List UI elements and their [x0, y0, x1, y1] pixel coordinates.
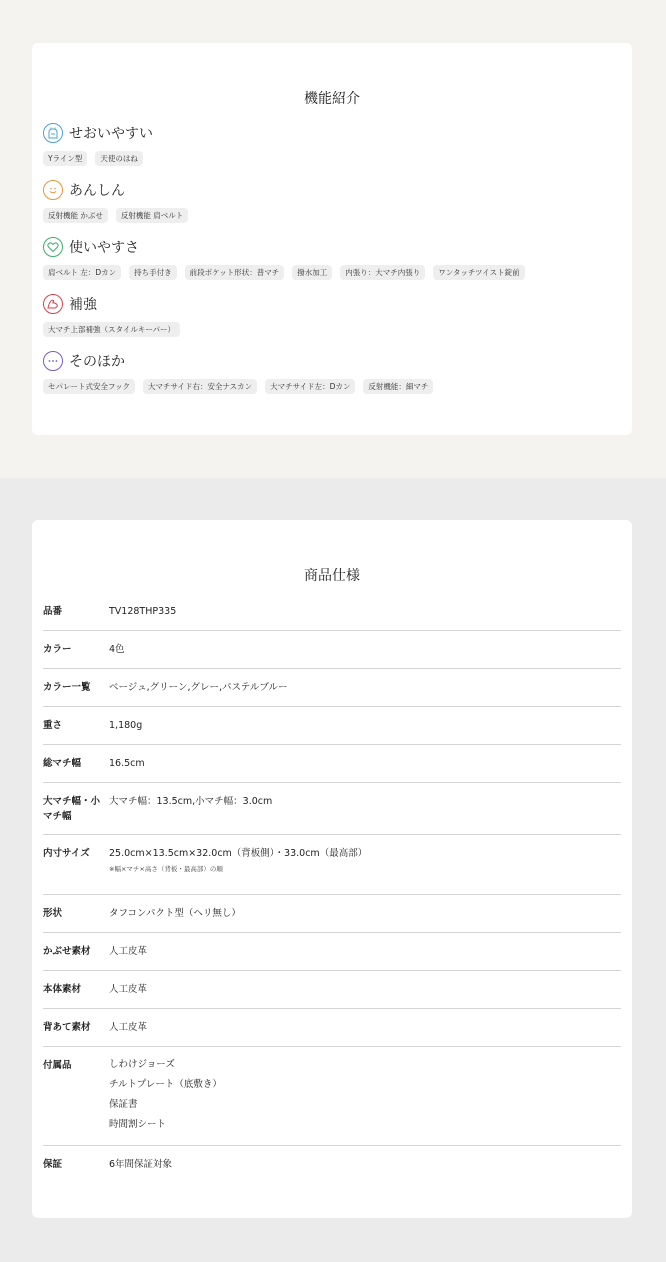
spec-row — [43, 604, 621, 631]
backpack-icon — [43, 123, 63, 143]
feature-sonohoka — [43, 350, 433, 394]
spec-value: 1,180g — [109, 720, 143, 731]
spec-value: タフコンパクト型（ヘリ無し） — [109, 908, 241, 919]
spec-row — [43, 971, 621, 1009]
feature-tag: 前段ポケット形状：普マチ — [185, 265, 285, 280]
spec-label: 本体素材 — [43, 984, 82, 995]
spec-value: 4色 — [109, 644, 125, 655]
spec-value: 6年間保証対象 — [109, 1159, 173, 1170]
feature-tag: 肩ベルト 左：Dカン — [43, 265, 121, 280]
feature-tag: 内張り：大マチ内張り — [340, 265, 425, 280]
spec-row — [43, 631, 621, 669]
feature-anshin — [43, 179, 188, 223]
spec-label: 品番 — [43, 606, 63, 617]
spec-label: 総マチ幅 — [43, 758, 82, 769]
spec-label: 保証 — [43, 1159, 63, 1170]
spec-row — [43, 933, 621, 971]
spec-label: 背あて素材 — [43, 1022, 91, 1033]
spec-row — [43, 707, 621, 745]
feature-tsukaiyasusa — [43, 236, 525, 280]
spec-title: 商品仕様 — [304, 568, 360, 584]
feature-tag: Yライン型 — [43, 151, 87, 166]
feature-tag: セパレート式安全フック — [43, 379, 135, 394]
feature-title: そのほか — [69, 354, 125, 370]
feature-title: 使いやすさ — [69, 240, 139, 256]
feature-tag: 撥水加工 — [292, 265, 332, 280]
feature-tag: 大マチサイド右：安全ナスカン — [143, 379, 257, 394]
heart-icon — [43, 237, 63, 257]
spec-label: 内寸サイズ — [43, 848, 90, 859]
spec-row — [43, 669, 621, 707]
spec-value: 16.5cm — [109, 758, 145, 769]
spec-section — [0, 478, 666, 1262]
feature-title: せおいやすい — [69, 126, 153, 142]
feature-tag: 天使のはね — [95, 151, 143, 166]
spec-label: かぶせ素材 — [43, 946, 91, 957]
feature-tag: 大マチサイド左：Dカン — [265, 379, 355, 394]
feature-hokyo — [43, 293, 180, 337]
features-card — [32, 43, 632, 435]
spec-row — [43, 1009, 621, 1047]
spec-note: ※幅×マチ×高さ（背板・最高部）の順 — [109, 865, 223, 873]
spec-value: TV128THP335 — [109, 606, 177, 617]
spec-value-line: 時間割シート — [109, 1119, 167, 1130]
spec-value: 25.0cm×13.5cm×32.0cm（背板側）・33.0cm（最高部） — [109, 848, 368, 859]
spec-value-line: しわけジョーズ — [109, 1059, 175, 1070]
spec-row — [43, 1146, 621, 1183]
feature-seoiyasui — [43, 122, 153, 166]
spec-value-line: 保証書 — [109, 1099, 138, 1110]
spec-label: カラー一覧 — [43, 682, 91, 693]
spec-card — [32, 520, 632, 1218]
feature-tag: 大マチ上部補強（スタイルキーパー） — [43, 322, 180, 337]
spec-value: 人工皮革 — [109, 1022, 148, 1033]
spec-value-line: チルトプレート（底敷き） — [109, 1079, 222, 1090]
spec-row — [43, 783, 621, 835]
feature-title: 補強 — [69, 297, 97, 313]
muscle-icon — [43, 294, 63, 314]
spec-label: 付属品 — [43, 1060, 72, 1071]
feature-tag: 反射機能 肩ベルト — [116, 208, 188, 223]
feature-tag: 反射機能 かぶせ — [43, 208, 108, 223]
spec-value: 大マチ幅：13.5cm,小マチ幅：3.0cm — [109, 796, 273, 807]
spec-row — [43, 1047, 621, 1146]
spec-row — [43, 895, 621, 933]
smile-icon — [43, 180, 63, 200]
spec-label: カラー — [43, 644, 72, 655]
spec-label: 大マチ幅・小マチ幅 — [43, 796, 101, 822]
feature-title: あんしん — [69, 183, 125, 199]
spec-value: ベージュ,グリーン,グレー,パステルブルー — [109, 682, 288, 693]
spec-label: 重さ — [43, 720, 63, 731]
spec-value: 人工皮革 — [109, 946, 148, 957]
feature-tag: 反射機能：細マチ — [363, 379, 433, 394]
feature-tag: ワンタッチツイスト錠前 — [433, 265, 524, 280]
features-title: 機能紹介 — [304, 91, 360, 107]
features-section — [0, 0, 666, 478]
spec-label: 形状 — [43, 908, 63, 919]
feature-tag: 持ち手付き — [129, 265, 177, 280]
more-icon — [43, 351, 63, 371]
spec-value: 人工皮革 — [109, 984, 148, 995]
spec-table — [43, 604, 621, 1183]
spec-row — [43, 835, 621, 895]
spec-row — [43, 745, 621, 783]
